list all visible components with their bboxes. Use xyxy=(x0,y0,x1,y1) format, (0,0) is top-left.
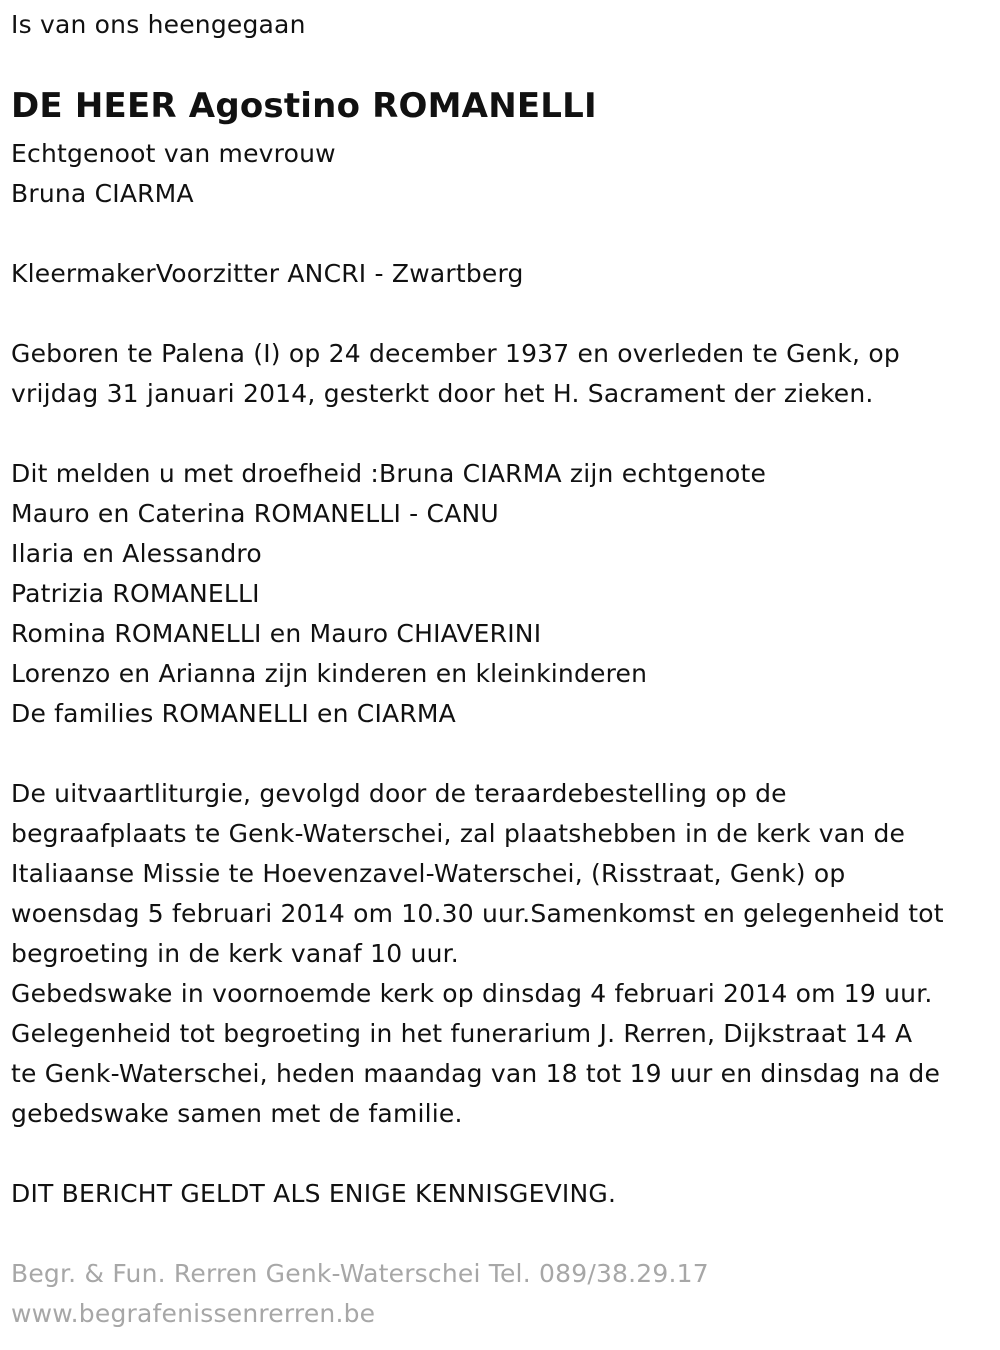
mourner-line: Romina ROMANELLI en Mauro CHIAVERINI xyxy=(11,619,542,648)
mourner-line: Mauro en Caterina ROMANELLI - CANU xyxy=(11,499,499,528)
deceased-name: DE HEER Agostino ROMANELLI xyxy=(11,86,597,126)
funeral-line: begraafplaats te Genk-Waterschei, zal plaatshebben in de kerk van de xyxy=(11,819,906,848)
funeral-home-website: www.begrafenissenrerren.be xyxy=(11,1299,376,1328)
mourner-line: Patrizia ROMANELLI xyxy=(11,579,260,608)
funeral-line: De uitvaartliturgie, gevolgd door de teraardebestelling op de xyxy=(11,779,787,808)
mourner-line: De families ROMANELLI en CIARMA xyxy=(11,699,456,728)
spouse-name: Bruna CIARMA xyxy=(11,179,194,208)
birth-death-line: Geboren te Palena (I) op 24 december 1937 en overleden te Genk, op xyxy=(11,339,900,368)
mourner-line: Lorenzo en Arianna zijn kinderen en kleinkinderen xyxy=(11,659,648,688)
spouse-line: Echtgenoot van mevrouw xyxy=(11,139,336,168)
funeral-line: Gelegenheid tot begroeting in het funerarium J. Rerren, Dijkstraat 14 A xyxy=(11,1019,913,1048)
funeral-line: te Genk-Waterschei, heden maandag van 18 tot 19 uur en dinsdag na de xyxy=(11,1059,941,1088)
intro-text: Is van ons heengegaan xyxy=(11,10,306,39)
funeral-line: begroeting in de kerk vanaf 10 uur. xyxy=(11,939,459,968)
funeral-line: gebedswake samen met de familie. xyxy=(11,1099,463,1128)
notice-text: DIT BERICHT GELDT ALS ENIGE KENNISGEVING. xyxy=(11,1179,617,1208)
occupation-text: KleermakerVoorzitter ANCRI - Zwartberg xyxy=(11,259,524,288)
funeral-line: Italiaanse Missie te Hoevenzavel-Waterschei, (Risstraat, Genk) op xyxy=(11,859,846,888)
mourner-line: Ilaria en Alessandro xyxy=(11,539,262,568)
funeral-line: Gebedswake in voornoemde kerk op dinsdag 4 februari 2014 om 19 uur. xyxy=(11,979,933,1008)
funeral-line: woensdag 5 februari 2014 om 10.30 uur.Samenkomst en gelegenheid tot xyxy=(11,899,944,928)
birth-death-line: vrijdag 31 januari 2014, gesterkt door het H. Sacrament der zieken. xyxy=(11,379,874,408)
funeral-home-contact: Begr. & Fun. Rerren Genk-Waterschei Tel. 089/38.29.17 xyxy=(11,1259,709,1288)
mourner-line: Dit melden u met droefheid :Bruna CIARMA zijn echtgenote xyxy=(11,459,767,488)
